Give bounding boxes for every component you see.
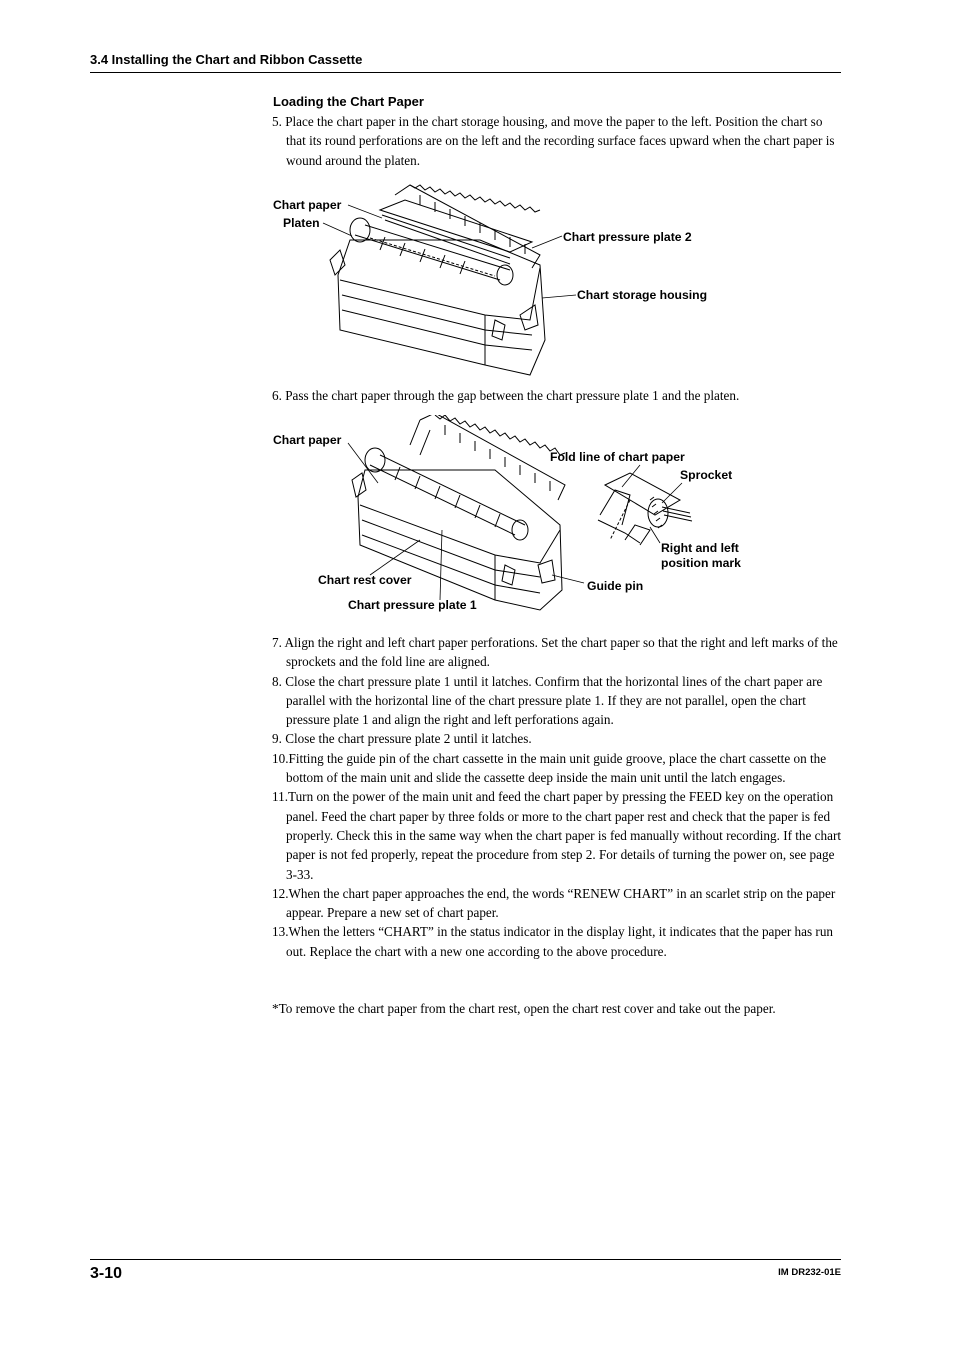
step-text: Place the chart paper in the chart storage housing, and move the paper to the left. Position the chart so that its round perforations are on the left and the recording surface faces upward when the chart paper is wound around the platen.: [285, 114, 835, 168]
step-number: 11.: [272, 789, 288, 805]
label-platen: Platen: [283, 216, 320, 230]
step-number: 8.: [272, 673, 282, 689]
label-sprocket: Sprocket: [680, 468, 733, 482]
label-chart-storage-housing: Chart storage housing: [577, 288, 708, 302]
label-chart-pressure-plate-2: Chart pressure plate 2: [563, 230, 692, 244]
label-fold-line: Fold line of chart paper: [550, 450, 685, 464]
figure-1-illustration: [270, 180, 830, 380]
step-text: When the chart paper approaches the end, the words “RENEW CHART” in an scarlet strip on the paper appear. Prepare a new set of chart paper.: [286, 885, 836, 921]
step-text: Turn on the power of the main unit and feed the chart paper by pressing the FEED key on the operation panel. Feed the chart paper by three folds or more to the chart paper rest and check that the paper is fed properly. Check this in the same way when the chart paper is fed manually without recording. If the chart paper is not fed properly, repeat the procedure from step 2. For details of turning the power on, see page 3-33.: [286, 789, 842, 882]
header-rule: [90, 72, 841, 73]
step-item: [272, 672, 842, 730]
step-number: 10.: [272, 750, 289, 766]
page-number: 3-10: [90, 1265, 123, 1282]
label-position-mark-line-2: position mark: [661, 556, 741, 570]
header-title: 3.4 Installing the Chart and Ribbon Cassette: [90, 52, 363, 67]
step-item: [272, 884, 842, 923]
label-chart-rest-cover: Chart rest cover: [318, 573, 412, 587]
step-item: [272, 922, 842, 961]
step-item: [272, 386, 842, 405]
figure-chart-cassette-2: [270, 415, 830, 620]
step-number: 5.: [272, 114, 282, 129]
label-chart-paper: Chart paper: [273, 198, 342, 212]
step-number: 9.: [272, 731, 282, 747]
footer-rule: [90, 1259, 841, 1260]
label-chart-pressure-plate-1: Chart pressure plate 1: [348, 598, 477, 612]
label-chart-paper-2: Chart paper: [273, 433, 342, 447]
step-number: 12.: [272, 885, 289, 901]
step-list-top: [272, 112, 842, 170]
label-guide-pin: Guide pin: [587, 579, 644, 593]
step-number: 7.: [272, 635, 282, 650]
step-list-bottom: [272, 633, 842, 961]
step-item: [272, 787, 842, 883]
step-text: When the letters “CHART” in the status indicator in the display light, it indicates that the paper has run out. Replace the chart with a new one according to the above procedure.: [286, 924, 834, 959]
step-text: Fitting the guide pin of the chart cassette in the main unit guide groove, place the chart cassette on the bottom of the main unit and slide the cassette deep inside the main unit until the latch engages.: [286, 750, 827, 786]
footnote: *To remove the chart paper from the chart rest, open the chart rest cover and take out the paper.: [272, 1001, 776, 1016]
step-item: [272, 749, 842, 788]
figure-chart-cassette-1: [270, 180, 830, 380]
step-number: 6.: [272, 388, 282, 403]
step-6: [272, 386, 842, 405]
figure-2-illustration: [270, 415, 830, 620]
step-text: Close the chart pressure plate 2 until it latches.: [285, 731, 532, 747]
document-code: IM DR232-01E: [778, 1267, 841, 1278]
step-number: 13.: [272, 924, 289, 940]
step-text: Pass the chart paper through the gap between the chart pressure plate 1 and the platen.: [285, 388, 740, 403]
step-item: [272, 112, 842, 170]
step-item: [272, 729, 842, 748]
step-item: [272, 633, 842, 672]
step-text: Close the chart pressure plate 1 until it latches. Confirm that the horizontal lines of the chart paper are parallel with the horizontal line of the chart pressure plate 1. If they are not parallel, open the chart pressure plate 1 and align the right and left perforations again.: [285, 673, 823, 728]
section-heading: Loading the Chart Paper: [273, 94, 424, 109]
step-text: Align the right and left chart paper perforations. Set the chart paper so that the right and left marks of the sprockets and the fold line are aligned.: [284, 635, 838, 670]
label-position-mark-line-1: Right and left: [661, 541, 739, 555]
